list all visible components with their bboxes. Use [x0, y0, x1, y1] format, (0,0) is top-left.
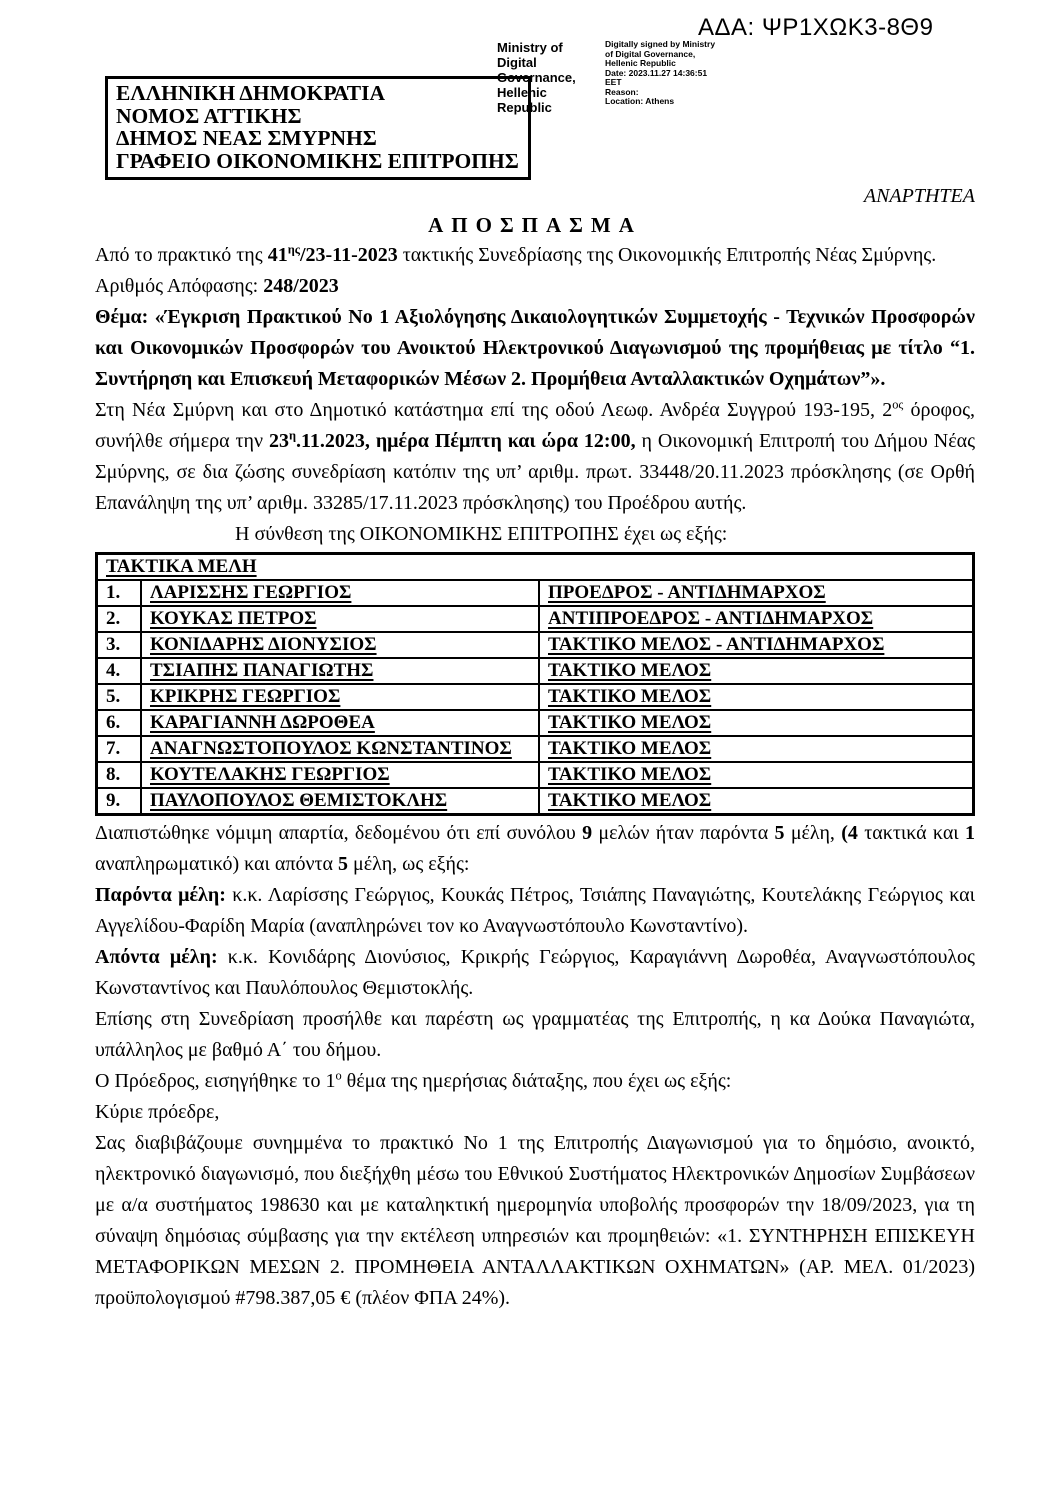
member-name [141, 684, 539, 710]
member-number: 1. [97, 580, 142, 606]
member-name-text: ΤΣΙΑΠΗΣ ΠΑΝΑΓΙΩΤΗΣ [150, 660, 374, 681]
member-name-text: ΚΟΥΚΑΣ ΠΕΤΡΟΣ [150, 608, 317, 629]
decision-number-value: 248/2023 [263, 275, 339, 297]
table-row [97, 580, 974, 606]
member-name-text: ΚΑΡΑΓΙΑΝΝΗ ΔΩΡΟΘΕΑ [150, 712, 375, 733]
member-role-text: ΤΑΚΤΙΚΟ ΜΕΛΟΣ [548, 686, 712, 707]
member-number: 6. [97, 710, 142, 736]
letterhead-line: ΔΗΜΟΣ ΝΕΑΣ ΣΜΥΡΝΗΣ [116, 126, 377, 150]
decision-number-label: Αριθμός Απόφασης: [95, 275, 264, 297]
signer-line: Governance, [497, 70, 576, 85]
member-name [141, 606, 539, 632]
member-number: 3. [97, 632, 142, 658]
table-header-cell [97, 554, 974, 581]
member-name-text: ΑΝΑΓΝΩΣΤΟΠΟΥΛΟΣ ΚΩΝΣΤΑΝΤΙΝΟΣ [150, 738, 512, 759]
text-segment: μέλη, ως εξής: [348, 853, 470, 875]
paragraph-quorum [95, 818, 975, 880]
member-name [141, 658, 539, 684]
member-name [141, 632, 539, 658]
text-segment: Από το πρακτικό της [95, 244, 268, 266]
members-table [95, 552, 975, 816]
signature-detail-line: of Digital Governance, [605, 48, 696, 59]
session-date [269, 430, 636, 452]
text-segment: 41 [267, 244, 288, 266]
digital-signature-stamp [497, 40, 725, 115]
member-role [539, 606, 974, 632]
absent-members-text: κ.κ. Κονιδάρης Διονύσιος, Κρικρής Γεώργιος, Καραγιάννη Δωροθέα, Αναγνωστόπουλος Κωνσταντίνος και Παυλόπουλος Θεμιστοκλής. [95, 946, 975, 999]
signer-line: Ministry of Digital [497, 40, 563, 70]
present-members-label: Παρόντα μέλη: [95, 884, 226, 906]
ordinal-superscript: ος [892, 397, 904, 412]
table-row [97, 606, 974, 632]
letterhead-line: ΝΟΜΟΣ ΑΤΤΙΚΗΣ [116, 103, 302, 128]
signature-detail-line: Hellenic Republic [605, 58, 676, 68]
member-name [141, 762, 539, 788]
member-number: 9. [97, 788, 142, 815]
quorum-absent-count: 5 [338, 853, 349, 875]
table-row [97, 736, 974, 762]
member-role [539, 632, 974, 658]
member-name-text: ΚΟΥΤΕΛΑΚΗΣ ΓΕΩΡΓΙΟΣ [150, 764, 390, 785]
signature-details [605, 40, 725, 115]
anartitea-label: ΑΝΑΡΤΗΤΕΑ [863, 185, 975, 207]
text-segment: η Οικονομική Επιτροπή του Δήμου Νέας Σμύρνης, σε δια ζώσης συνεδρίαση κατόπιν της υπ’ αριθμ. πρωτ. 33448/20.11.2023 πρόσκλησης (σε Ορθή Επανάληψη της υπ’ αριθμ. 33285/17.11.2023 πρόσκλησης) του Προέδρου αυτής. [95, 430, 975, 514]
text-segment: αναπληρωματικό) και απόντα [95, 853, 339, 875]
text-segment: Στη Νέα Σμύρνη και στο Δημοτικό κατάστημα επί της οδού Λεωφ. Ανδρέα Συγγρού 193-195, 2 [95, 399, 893, 421]
member-number: 2. [97, 606, 142, 632]
table-header-label: ΤΑΚΤΙΚΑ ΜΕΛΗ [106, 556, 257, 577]
quorum-substitute-count: 1 [965, 822, 975, 844]
absent-members-label: Απόντα μέλη: [95, 946, 218, 968]
member-role-text: ΤΑΚΤΙΚΟ ΜΕΛΟΣ [548, 790, 712, 811]
signature-detail-line: Date: 2023.11.27 14:36:51 [605, 67, 708, 78]
member-role [539, 736, 974, 762]
member-role [539, 710, 974, 736]
table-row [97, 710, 974, 736]
document-title: ΑΠΟΣΠΑΣΜΑ [428, 213, 642, 237]
member-role-text: ΠΡΟΕΔΡΟΣ - ΑΝΤΙΔΗΜΑΡΧΟΣ [548, 582, 826, 603]
paragraph-subject: Θέμα: «Έγκριση Πρακτικού Νο 1 Αξιολόγησης Δικαιολογητικών Συμμετοχής - Τεχνικών Προσφορών και Οικονομικών Προσφορών του Ανοικτού Ηλεκτρονικού Διαγωνισμού της προμήθειας με τίτλο “1. Συντήρηση και Επισκευή Μεταφορικών Μέσων 2. Προμήθεια Ανταλλακτικών Οχημάτων”». [95, 306, 975, 390]
paragraph-decision-number [95, 271, 975, 302]
signature-detail-line: Digitally signed by Ministry [605, 39, 716, 49]
paragraph-transmittal: Σας διαβιβάζουμε συνημμένα το πρακτικό Νο 1 της Επιτροπής Διαγωνισμού για το δημόσιο, ανοικτό, ηλεκτρονικό διαγωνισμό, που διεξήχθη μέσω του Εθνικού Συστήματος Ηλεκτρονικών Δημοσίων Συμβάσεων με α/α συστήματος 198630 και με καταληκτική ημερομηνία υποβολής προσφορών την 18/09/2023, για τη σύναψη δημόσιας σύμβασης για την εκτέλεση υπηρεσιών και προμηθειών: «1. ΣΥΝΤΗΡΗΣΗ ΕΠΙΣΚΕΥΗ ΜΕΤΑΦΟΡΙΚΩΝ ΜΕΣΩΝ 2. ΠΡΟΜΗΘΕΙΑ ΑΝΤΑΛΛΑΚΤΙΚΩΝ ΟΧΗΜΑΤΩΝ» (ΑΡ. ΜΕΛ. 01/2023) προϋπολογισμού #798.387,05 € (πλέον ΦΠΑ 24%). [95, 1132, 975, 1309]
member-name-text: ΚΟΝΙΔΑΡΗΣ ΔΙΟΝΥΣΙΟΣ [150, 634, 377, 655]
ordinal-superscript: ο [335, 1068, 342, 1083]
text-segment: /23-11-2023 [299, 244, 398, 266]
ordinal-superscript: η [288, 428, 297, 443]
quorum-total: 9 [582, 822, 593, 844]
member-number: 7. [97, 736, 142, 762]
table-row [97, 684, 974, 710]
member-role [539, 658, 974, 684]
text-segment: τακτικής Συνεδρίασης της Οικονομικής Επιτροπής Νέας Σμύρνης. [397, 244, 937, 266]
text-segment: μέλη, [784, 822, 842, 844]
member-role-text: ΤΑΚΤΙΚΟ ΜΕΛΟΣ [548, 660, 712, 681]
letterhead-box [105, 76, 531, 180]
member-role-text: ΤΑΚΤΙΚΟ ΜΕΛΟΣ [548, 712, 712, 733]
paragraph-composition-intro: Η σύνθεση της ΟΙΚΟΝΟΜΙΚΗΣ ΕΠΙΤΡΟΠΗΣ έχει ως εξής: [235, 523, 728, 545]
table-row [97, 632, 974, 658]
member-role-text: ΤΑΚΤΙΚΟ ΜΕΛΟΣ - ΑΝΤΙΔΗΜΑΡΧΟΣ [548, 634, 885, 655]
table-row [97, 788, 974, 815]
paragraph-secretary: Επίσης στη Συνεδρίαση προσήλθε και παρέστη ως γραμματέας της Επιτροπής, η κα Δούκα Παναγιώτα, υπάλληλος με βαθμό Α΄ του δήμου. [95, 1008, 975, 1061]
member-role [539, 762, 974, 788]
member-number: 4. [97, 658, 142, 684]
ordinal-superscript: ης [287, 242, 300, 257]
document-body [95, 182, 975, 1314]
signature-detail-line: Reason: [605, 86, 639, 97]
text-segment: Διαπιστώθηκε νόμιμη απαρτία, δεδομένου ότι επί συνόλου [95, 822, 583, 844]
member-name [141, 736, 539, 762]
ada-code: ΑΔΑ: ΨΡ1ΧΩΚ3-8Θ9 [698, 14, 934, 41]
member-name [141, 788, 539, 815]
text-segment: θέμα της ημερήσιας διάταξης, που έχει ως εξής: [341, 1070, 732, 1092]
text-segment: 23 [268, 430, 289, 452]
member-role-text: ΤΑΚΤΙΚΟ ΜΕΛΟΣ [548, 738, 712, 759]
text-segment: Ο Πρόεδρος, εισηγήθηκε το 1 [95, 1070, 336, 1092]
signer-line: Hellenic Republic [497, 85, 552, 115]
member-role [539, 788, 974, 815]
text-segment: .11.2023, ημέρα Πέμπτη και ώρα 12:00, [296, 430, 636, 452]
quorum-regular-count: (4 [841, 822, 858, 844]
letterhead-line: ΕΛΛΗΝΙΚΗ ΔΗΜΟΚΡΑΤΙΑ [116, 81, 386, 105]
member-number: 8. [97, 762, 142, 788]
text-segment: μελών ήταν παρόντα [592, 822, 775, 844]
paragraph-present-members [95, 880, 975, 942]
member-number: 5. [97, 684, 142, 710]
member-name-text: ΚΡΙΚΡΗΣ ΓΕΩΡΓΙΟΣ [150, 686, 341, 707]
text-segment: τακτικά και [857, 822, 965, 844]
signature-detail-line: Location: Athens [605, 96, 675, 106]
text-segment: όροφος, συνήλθε σήμερα την [95, 399, 975, 452]
member-name [141, 580, 539, 606]
session-number [268, 244, 398, 266]
member-role [539, 684, 974, 710]
member-role-text: ΤΑΚΤΙΚΟ ΜΕΛΟΣ [548, 764, 712, 785]
table-row [97, 762, 974, 788]
paragraph-session-reference [95, 240, 975, 271]
member-name-text: ΠΑΥΛΟΠΟΥΛΟΣ ΘΕΜΙΣΤΟΚΛΗΣ [150, 790, 448, 811]
member-name [141, 710, 539, 736]
signature-detail-line: EET [605, 77, 622, 87]
table-row [97, 658, 974, 684]
table-header-row [97, 554, 974, 581]
paragraph-session-details [95, 395, 975, 519]
letterhead-line: ΓΡΑΦΕΙΟ ΟΙΚΟΝΟΜΙΚΗΣ ΕΠΙΤΡΟΠΗΣ [116, 148, 519, 173]
present-members-text: κ.κ. Λαρίσσης Γεώργιος, Κουκάς Πέτρος, Τσιάπης Παναγιώτης, Κουτελάκης Γεώργιος και Αγγελίδου-Φαρίδη Μαρία (αναπληρώνει τον κο Αναγνωστόπουλο Κωνσταντίνο). [95, 884, 976, 937]
paragraph-salutation: Κύριε πρόεδρε, [95, 1101, 220, 1123]
member-name-text: ΛΑΡΙΣΣΗΣ ΓΕΩΡΓΙΟΣ [150, 582, 352, 603]
quorum-present-count: 5 [774, 822, 785, 844]
member-role [539, 580, 974, 606]
member-role-text: ΑΝΤΙΠΡΟΕΔΡΟΣ - ΑΝΤΙΔΗΜΑΡΧΟΣ [548, 608, 874, 629]
paragraph-agenda-intro [95, 1066, 975, 1097]
paragraph-absent-members [95, 942, 975, 1004]
